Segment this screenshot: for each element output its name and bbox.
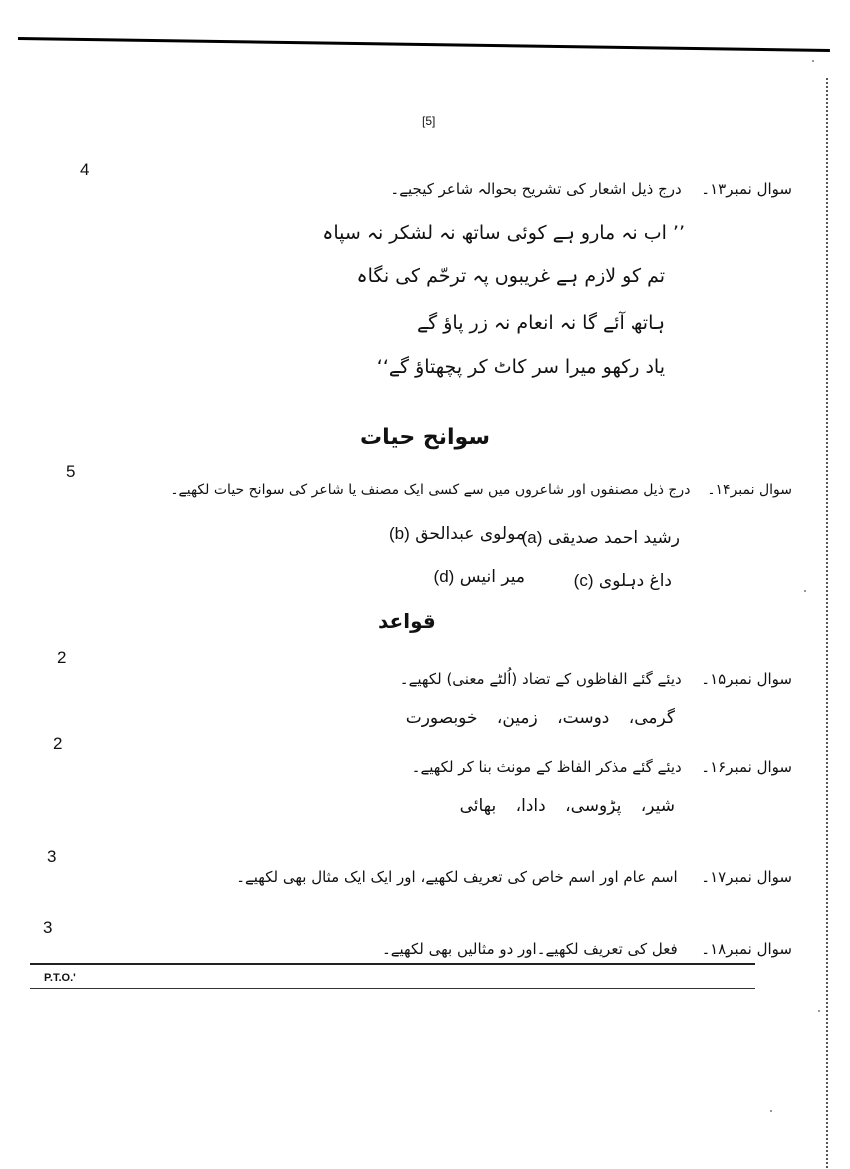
q14-option-d-label-wrap	[434, 567, 525, 587]
footer-rule	[30, 963, 755, 965]
q14-option-d-label: (d)	[433, 567, 455, 586]
q14-option-c-label: (c)	[573, 571, 594, 590]
q14-instruction: درج ذیل مصنفوں اور شاعروں میں سے کسی ایک مصنف یا شاعر کی سوانح حیات لکھیے۔	[170, 482, 691, 498]
page-number: [5]	[422, 114, 436, 128]
q17-marks: 3	[47, 847, 57, 866]
q15-instruction: دیئے گئے الفاظوں کے تضاد (اُلٹے معنی) لکھیے۔	[399, 670, 682, 688]
q17-number: سوال نمبر۱۷۔	[701, 868, 792, 886]
q14-option-b-label: (b)	[389, 524, 410, 543]
q18-header	[382, 940, 792, 958]
q13-verse-3: ہاتھ آئے گا نہ انعام نہ زر پاؤ گے	[417, 312, 665, 334]
q14-header	[170, 482, 792, 498]
q13-number: سوال نمبر۱۳۔	[701, 180, 792, 198]
q14-option-a-label-wrap	[522, 528, 680, 548]
q14-option-a-text: رشید احمد صدیقی	[547, 528, 680, 548]
q13-verse-1: ’’ اب نہ مارو ہے کوئی ساتھ نہ لشکر نہ سپاہ	[322, 222, 685, 244]
q16-number: سوال نمبر۱۶۔	[701, 758, 792, 776]
q14-option-c-text: داغ دہلوی	[598, 571, 672, 591]
q15-header	[400, 670, 792, 688]
q14-option-c-label-wrap	[574, 570, 672, 591]
q13-header	[390, 180, 792, 198]
right-margin-line	[826, 78, 828, 1168]
q16-instruction: دیئے گئے مذکر الفاظ کے مونث بنا کر لکھیے۔	[411, 758, 682, 776]
q15-marks: 2	[57, 648, 67, 667]
scan-speck	[804, 590, 806, 592]
q13-verse-2: تم کو لازم ہے غریبوں پہ ترحّم کی نگاہ	[356, 265, 665, 287]
footer-rule-thin	[30, 988, 755, 989]
q13-instruction: درج ذیل اشعار کی تشریح بحوالہ شاعر کیجیے۔	[390, 180, 682, 198]
section-heading-biography: سوانح حیات	[360, 425, 490, 450]
scan-speck	[812, 60, 814, 62]
q18-instruction: فعل کی تعریف لکھیے۔اور دو مثالیں بھی لکھیے۔	[381, 940, 678, 958]
q14-option-a-label: (a)	[521, 528, 543, 547]
q13-marks: 4	[80, 160, 90, 179]
q14-option-b-text: مولوی عبدالحق	[415, 524, 525, 544]
q15-words: گرمی، دوست، زمین، خوبصورت	[405, 708, 675, 728]
q15-number: سوال نمبر۱۵۔	[701, 670, 792, 688]
q14-number: سوال نمبر۱۴۔	[707, 482, 792, 498]
top-border-line	[18, 37, 830, 52]
scan-speck	[770, 1110, 772, 1112]
q16-marks: 2	[53, 734, 63, 753]
q16-words: شیر، پڑوسی، دادا، بھائی	[459, 796, 675, 816]
q17-header	[236, 868, 792, 886]
scan-speck	[818, 1010, 820, 1012]
section-heading-grammar: قواعد	[378, 609, 436, 633]
q14-marks: 5	[66, 462, 76, 481]
q17-instruction: اسم عام اور اسم خاص کی تعریف لکھیے، اور ایک ایک مثال بھی لکھیے۔	[236, 868, 678, 886]
q18-number: سوال نمبر۱۸۔	[701, 940, 792, 958]
q13-verse-4: یاد رکھو میرا سر کاٹ کر پچھتاؤ گے‘‘	[376, 356, 665, 378]
q14-option-d-text: میر انیس	[459, 567, 525, 587]
q18-marks: 3	[43, 918, 53, 937]
pto-label: P.T.O.'	[44, 972, 76, 984]
q16-header	[412, 758, 792, 776]
q14-option-b-label-wrap	[389, 524, 525, 544]
